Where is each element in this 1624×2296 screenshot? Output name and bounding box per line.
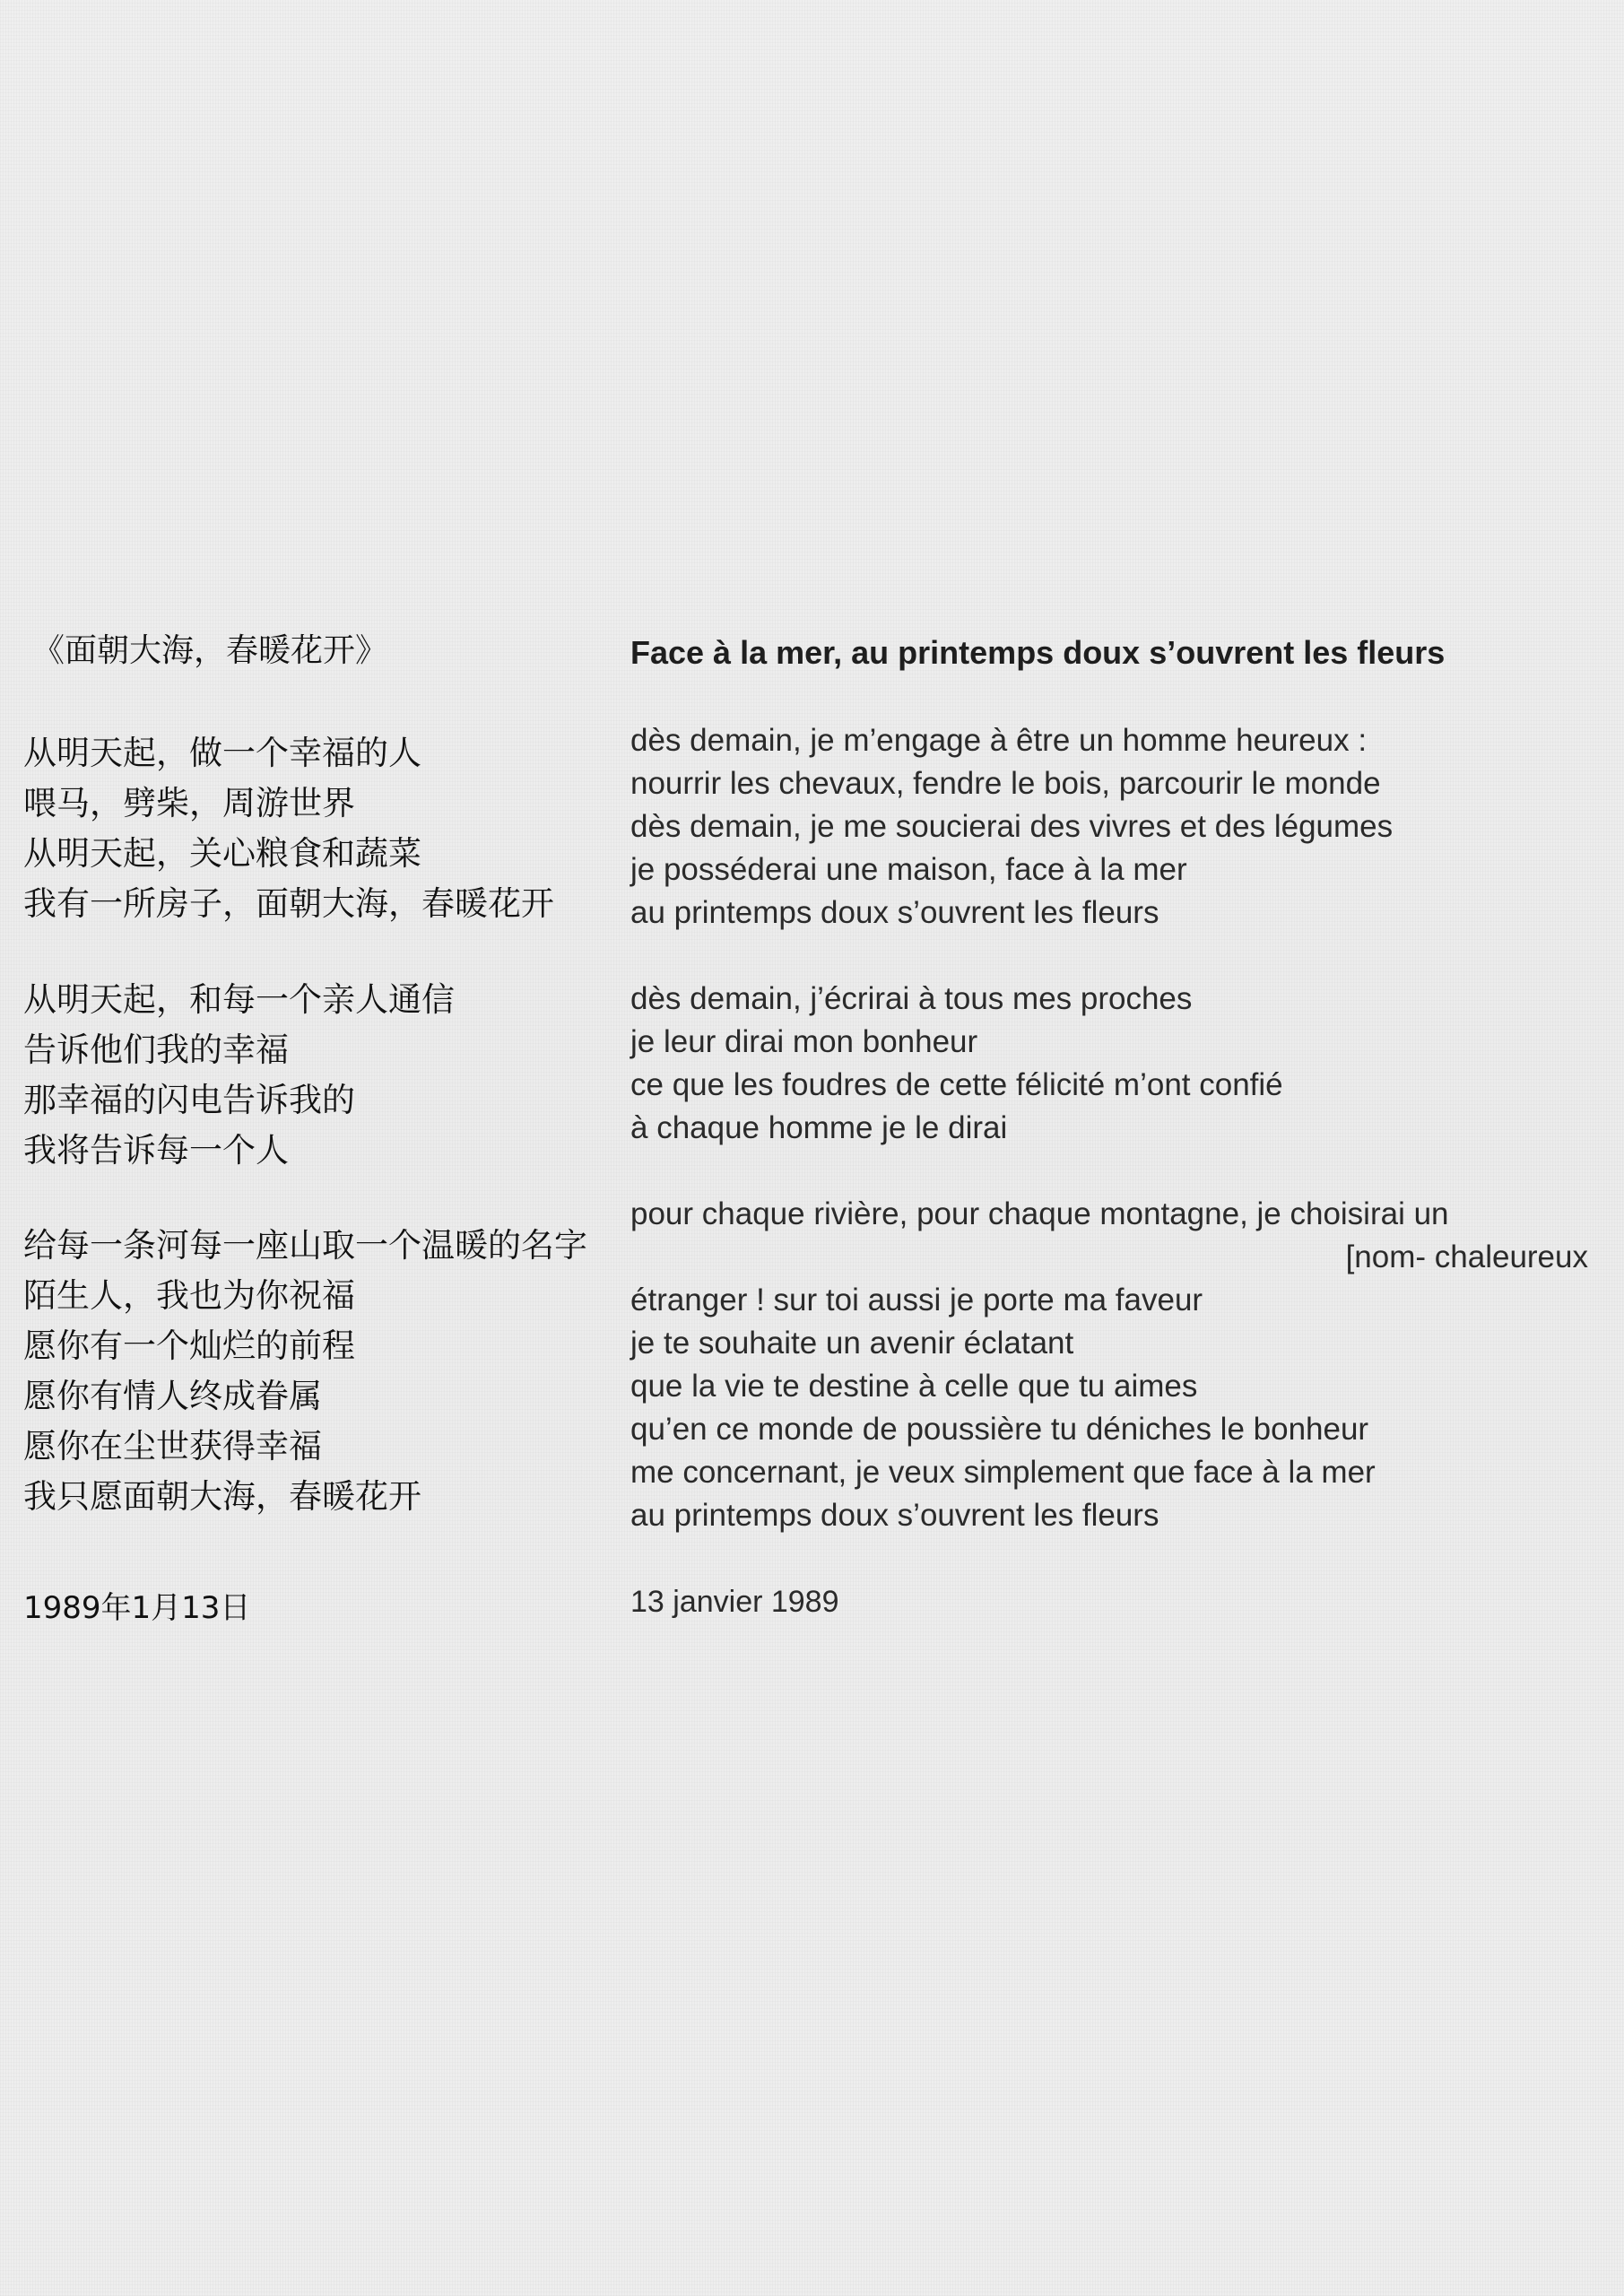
- poem-line: 喂马，劈柴，周游世界: [23, 784, 355, 822]
- poem-line: qu’en ce monde de poussière tu déniches le bonheur: [630, 1412, 1369, 1447]
- poem-line: dès demain, je m’engage à être un homme heureux :: [630, 723, 1368, 758]
- chinese-stanza-3: [23, 1221, 587, 1522]
- chinese-stanza-1: [23, 728, 554, 929]
- poem-line: étranger ! sur toi aussi je porte ma faveur: [630, 1283, 1203, 1318]
- poem-line: ce que les foudres de cette félicité m’ont confié: [630, 1067, 1283, 1102]
- poem-line: 愿你有情人终成眷属: [23, 1377, 322, 1415]
- poem-line: nourrir les chevaux, fendre le bois, parcourir le monde: [630, 766, 1381, 801]
- french-date: 13 janvier 1989: [630, 1585, 839, 1619]
- french-poem-title: Face à la mer, au printemps doux s’ouvrent les fleurs: [630, 634, 1446, 671]
- poem-line: me concernant, je veux simplement que face à la mer: [630, 1455, 1376, 1490]
- poem-line-continuation: [nom- chaleureux: [1345, 1239, 1588, 1274]
- poem-line: je te souhaite un avenir éclatant: [630, 1326, 1074, 1361]
- poem-line: 愿你有一个灿烂的前程: [23, 1326, 355, 1365]
- french-stanza-2: [630, 978, 1283, 1150]
- poem-line: pour chaque rivière, pour chaque montagne, je choisirai un: [630, 1196, 1449, 1231]
- poem-line: que la vie te destine à celle que tu aimes: [630, 1369, 1198, 1404]
- poem-line: 从明天起，做一个幸福的人: [23, 734, 421, 772]
- poem-line: dès demain, je me soucierai des vivres et des légumes: [630, 809, 1394, 844]
- poem-line: à chaque homme je le dirai: [630, 1110, 1008, 1145]
- poem-line: je leur dirai mon bonheur: [630, 1024, 978, 1059]
- poem-line: 那幸福的闪电告诉我的: [23, 1081, 355, 1119]
- poem-line: 我只愿面朝大海，春暖花开: [23, 1477, 421, 1516]
- poem-line: au printemps doux s’ouvrent les fleurs: [630, 895, 1159, 930]
- poem-line: 愿你在尘世获得幸福: [23, 1427, 322, 1465]
- poem-line: 我将告诉每一个人: [23, 1131, 289, 1170]
- poem-line: 给每一条河每一座山取一个温暖的名字: [23, 1226, 587, 1265]
- poem-line: au printemps doux s’ouvrent les fleurs: [630, 1498, 1159, 1533]
- french-stanza-1: [630, 719, 1393, 935]
- chinese-stanza-2: [23, 975, 455, 1176]
- poem-line: 陌生人，我也为你祝福: [23, 1276, 355, 1315]
- chinese-poem-title: 《面朝大海，春暖花开》: [32, 632, 388, 669]
- poem-line: 告诉他们我的幸福: [23, 1031, 289, 1069]
- french-stanza-3: [630, 1193, 1588, 1537]
- poem-line: dès demain, j’écrirai à tous mes proches: [630, 981, 1193, 1016]
- poem-line: 从明天起，和每一个亲人通信: [23, 980, 455, 1019]
- poem-line: 我有一所房子，面朝大海，春暖花开: [23, 884, 554, 923]
- poem-line: je posséderai une maison, face à la mer: [630, 852, 1187, 887]
- poem-line: 从明天起，关心粮食和蔬菜: [23, 834, 421, 873]
- chinese-date: 1989年1月13日: [23, 1590, 251, 1626]
